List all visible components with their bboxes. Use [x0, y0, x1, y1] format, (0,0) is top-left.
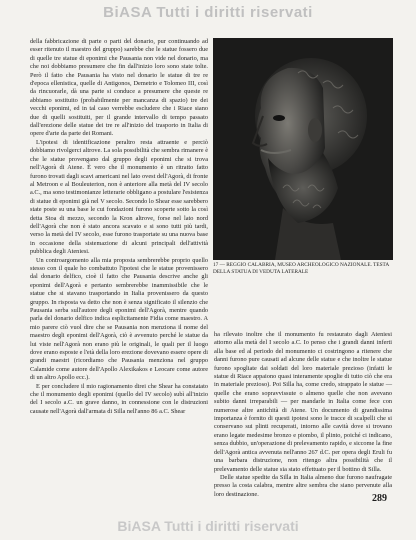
bronze-head-illustration: [213, 38, 393, 260]
paragraph: L'ipotesi di identificazione peraltro resta attraente e perciò dobbiamo rivolgerci altrove. La sola possibilità che sembra rimanere è che le statue provengano dal gruppo degli eponimi che si trova nell'Agorà di Atene. È vero che il monumento è un ritratto fatto furono trovati dagli scavi americani nel lato ovest dell'Agorà, di fronte al Metroon e al Bouleuterion, non è anteriore alla metà del IV secolo a.C., ma sono testimonianze letterarie obbligano a postulare l'esistenza di statue di eponimi già nel V secolo. Secondo lo Shear esse sarebbero state poste su una base le cui fondazioni furono scoperte sotto la così detta Stoa di mezzo, secondo la Kron altrove, forse nel lato nord dell'Agorà che non è stato ancora scavato e si sono tutti più tardi, verso la metà del IV secolo, esse furono trasportate su una nuova base in occasione della sistemazione di alcuni principali dell'attività pubblica degli Ateniesi.: [30, 138, 208, 256]
paragraph: Delle statue spedite da Silla in Italia almeno due furono naufragate presso la costa calabra, mentre altre sembra che siano pervenute alla loro destinazione.: [214, 473, 392, 498]
right-column: [214, 331, 392, 499]
watermark-line1: BiASA Tutti i diritti riservati: [103, 4, 313, 21]
watermark-bottom: BiASA Tutti i diritti riservati: [117, 518, 299, 534]
page-number: 289: [372, 493, 387, 504]
watermark: [0, 4, 416, 22]
left-column: [30, 38, 208, 416]
figure-caption: 17 — REGGIO CALABRIA, MUSEO ARCHEOLOGICO NAZIONALE. TESTA DELLA STATUA DI VEDUTA LATERALE: [213, 262, 389, 275]
paragraph: ha rilevato inoltre che il monumento fu restaurato dagli Ateniesi attorno alla metà del I secolo a.C. Io penso che i grandi danni inferti alla base ed al periodo del monumento ci costringono a ritenere che danni furono pure causati ad alcune delle statue e che inoltre le statue furono spogliate dai soldati del loro materiale prezioso (infatti le statue di Riace appaiono quasi interamente spoglie di tutto ciò che era in materiale prezioso). Poi Silla ha, come credo, strappato le statue — quelle che erano sopravvissute o almeno quelle che non avevano subito danni irreparabili — per mandarle in Italia come fece con numerose altre antichità di Atene. Un documento di grandissima importanza è fornito di questi ipotesi sono le tracce di scalpelli che si conservano sui plinti recuperati, intorno alle cavità dove si trovano erano legate medesime bronzo e piombo, il plinto, poiché ci indicano, senza dubbio, un'operazione di prelevamento rapido, e siccome la fine dell'Agorà antica avvenuta nell'anno 267 d.C. per opera degli Eruli fu una barbara distruzione, non ritengo altra possibilità che il prelevamento delle statue sia stato effettuato per il bottino di Silla.: [214, 331, 392, 473]
paragraph: E per concludere il mio ragionamento direi che Shear ha constatato che il monumento degli eponimi (quello del IV secolo) subì all'inizio del I secolo a.C. un grave danno, in connessione con le distruzioni causate nell'Agorà dall'armata di Silla nell'anno 86 a.C. Shear: [30, 382, 208, 415]
paragraph: Un controargomento alla mia proposta sembrerebbe proprio quello stesso con il quale ho combattuto l'ipotesi che le statue provenissero dal donario delfico, cioè il fatto che Pausania descrive anche gli eponimi dell'Agorà e pertanto sembrerebbe inammissibile che le statue che si stavano trasportando in Italia provenissero da questo gruppo. In risposta va detto che non è senza significato il silenzio che Pausania serba sull'autore degli eponimi dell'Agorà, mentre quando parla del donario delfico indica esplicitamente Fidia come maestro. A mio parere ciò vuol dire che se Pausania non menziona il nome del maestro degli eponimi dell'Agorà, ciò è avvenuto perché le statue da lui viste nell'Agorà non erano più le originali, le quali per il luogo dove erano esposte e l'età della loro erezione dovevano essere opere di grandi maestri (ricordiamo che Pausania menziona nel gruppo Calamide come autore dell'Apollo Alexikakos e Leocare come autore di un altro Apollo ecc.).: [30, 256, 208, 382]
bronze-head-photo: [213, 38, 393, 260]
paragraph: della fabbricazione di parte o parti del donario, pur continuando ad esser ritenuto il maestro del gruppo) sarebbe che le statue fossero due di quelle tre statue di eponimi che Pausania non vide nel donario, ma che noi dobbiamo presumere che fin dall'inizio loro sono state tolte. Però il fatto che Pausania ha visto nel donario le statue di tre re d'epoca ellenistica, quelle di Antigonos, Demetrio e Tolomeo III, così da rincuorarle, dà una parte si conduce a presumere che queste re abbiamo sostituito (probabilmente per mancanza di spazio) tre dei vecchi eponimi, ed in tal caso verrebbe escludere che i Riace siano due di quelli sostituiti, per il grande intervallo di tempo passato dall'erezione delle statue dei tre re all'inizio del trasporto in Italia di opere d'arte da parte dei Romani.: [30, 38, 208, 138]
